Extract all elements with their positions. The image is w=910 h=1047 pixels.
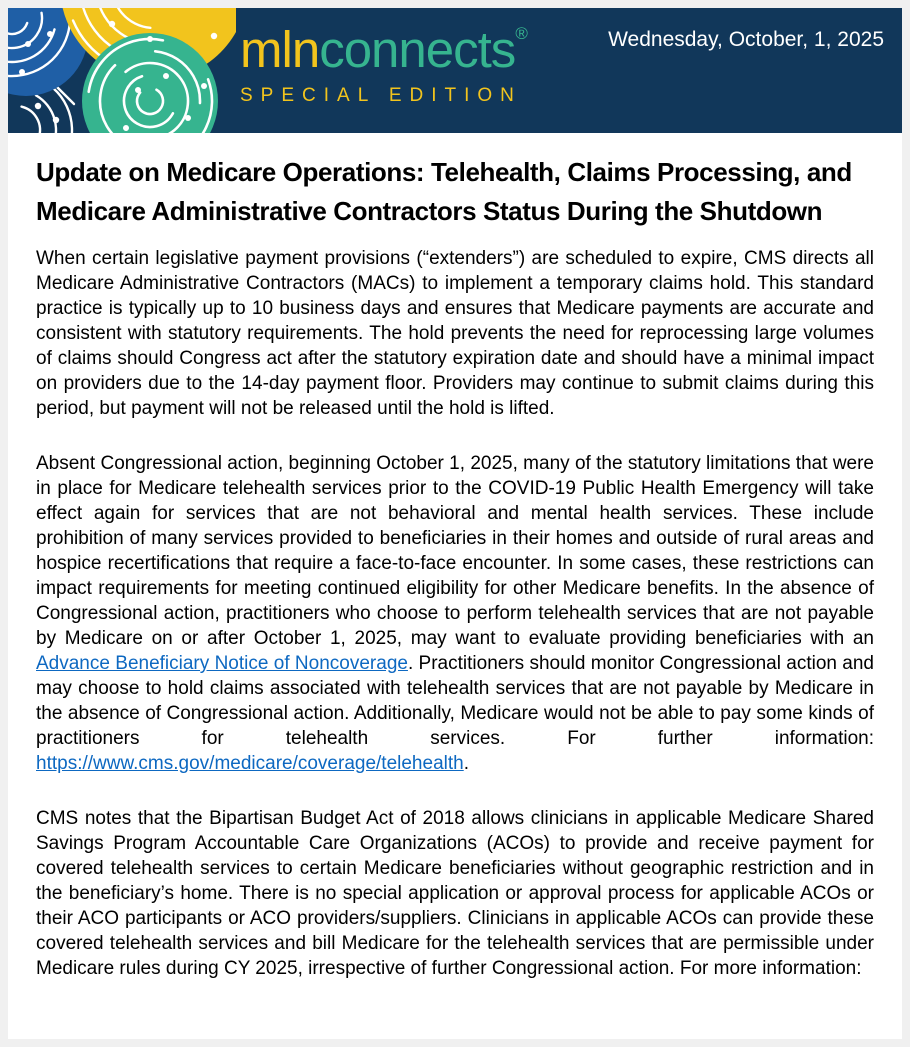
brand-wordmark bbox=[240, 21, 528, 78]
brand-mln: mln bbox=[240, 21, 320, 78]
masthead bbox=[8, 8, 902, 133]
issue-date: Wednesday, October, 1, 2025 bbox=[608, 28, 884, 51]
brand-tagline: SPECIAL EDITION bbox=[240, 85, 522, 106]
paragraph: CMS notes that the Bipartisan Budget Act of 2018 allows clinicians in applicable Medicare Shared Savings Program Accountable Care Organizations (ACOs) to provide and receive payment for covered telehealth services to certain Medicare beneficiaries without geographic restriction and in the beneficiary’s home. There is no special application or approval process for applicable ACOs or their ACO participants or ACO providers/suppliers. Clinicians in applicable ACOs can provide these covered telehealth services and bill Medicare for the telehealth services that are permissible under Medicare rules during CY 2025, irrespective of further Congressional action. For more information: bbox=[36, 808, 874, 979]
brand bbox=[240, 21, 528, 107]
registered-trademark-icon: ® bbox=[515, 24, 528, 43]
page bbox=[0, 8, 910, 1047]
paragraph: When certain legislative payment provisions (“extenders”) are scheduled to expire, CMS directs all Medicare Administrative Contractors (MACs) to implement a temporary claims hold. This standard practice is typically up to 10 business days and ensures that Medicare payments are accurate and consistent with statutory requirements. The hold prevents the need for reprocessing large volumes of claims should Congress act after the statutory expiration date and should have a minimal impact on providers due to the 14-day payment floor. Providers may continue to submit claims during this period, but payment will not be released until the hold is lifted. bbox=[36, 248, 874, 419]
article-body bbox=[36, 246, 874, 981]
newsletter bbox=[8, 8, 902, 1039]
paragraph: Absent Congressional action, beginning October 1, 2025, many of the statutory limitations that were in place for Medicare telehealth services prior to the COVID-19 Public Health Emergency will take effect again for services that are not behavioral and mental health services. These include prohibition of many services provided to beneficiaries in their homes and outside of rural areas and hospice recertifications that require a face-to-face encounter. In some cases, these restrictions can impact requirements for meeting continued eligibility for other Medicare benefits. In the absence of Congressional action, practitioners who choose to perform telehealth services that are not payable by Medicare on or after October 1, 2025, may want to evaluate providing beneficiaries with an Advance Beneficiary Notice of Noncoverage. Practitioners should monitor Congressional action and may choose to hold claims associated with telehealth services that are not payable by Medicare in the absence of Congressional action. Additionally, Medicare would not be able to pay some kinds of practitioners for telehealth services. For further information: https://www.cms.gov/medicare/coverage/telehealth. bbox=[36, 453, 874, 774]
article bbox=[8, 133, 902, 981]
text-link[interactable]: https://www.cms.gov/medicare/coverage/telehealth bbox=[36, 753, 464, 774]
brand-connects: connects bbox=[319, 21, 516, 78]
logo-dot bbox=[35, 103, 41, 109]
mln-circles-logo bbox=[8, 8, 236, 133]
article-title: Update on Medicare Operations: Telehealth, Claims Processing, and Medicare Administrative Contractors Status During the Shutdown bbox=[36, 157, 852, 226]
text-link[interactable]: Advance Beneficiary Notice of Noncoverage bbox=[36, 653, 408, 674]
